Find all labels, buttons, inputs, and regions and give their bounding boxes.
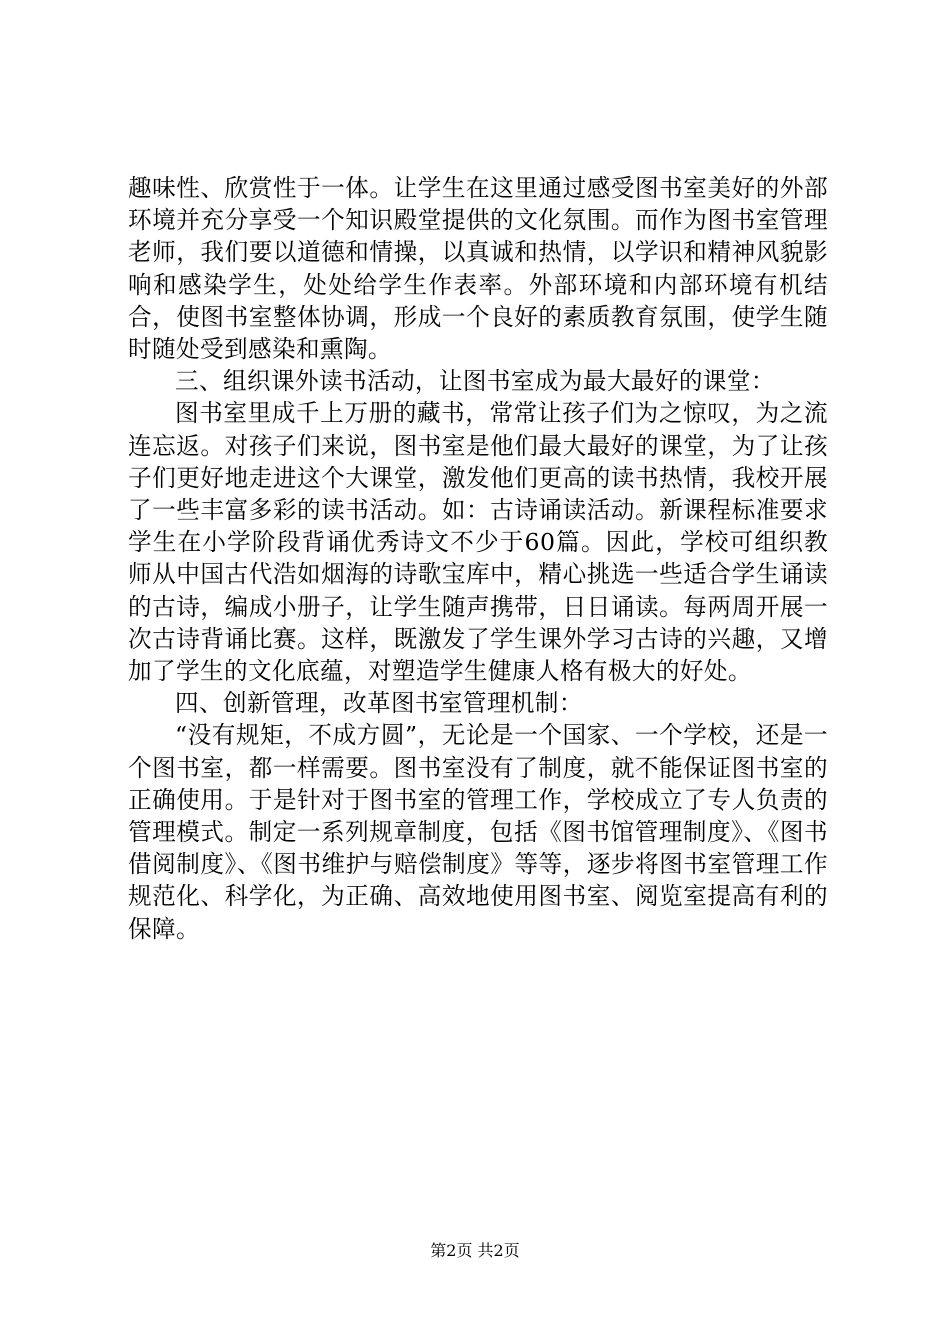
document-body — [128, 172, 828, 945]
paragraph-reading-activities: 图书室里成千上万册的藏书，常常让孩子们为之惊叹，为之流连忘返。对孩子们来说，图书室是他们最大最好的课堂，为了让孩子们更好地走进这个大课堂，激发他们更高的读书热情，我校开展了一些丰富多彩的读书活动。如：古诗诵读活动。新课程标准要求学生在小学阶段背诵优秀诗文不少于60篇。因此，学校可组织教师从中国古代浩如烟海的诗歌宝库中，精心挑选一些适合学生诵读的古诗，编成小册子，让学生随声携带，日日诵读。每两周开展一次古诗背诵比赛。这样，既激发了学生课外学习古诗的兴趣，又增加了学生的文化底蕴，对塑造学生健康人格有极大的好处。 — [128, 399, 828, 686]
section-heading-three: 三、组织课外读书活动，让图书室成为最大最好的课堂： — [175, 367, 775, 396]
paragraph-continuation: 趣味性、欣赏性于一体。让学生在这里通过感受图书室美好的外部环境并充分享受一个知识殿堂提供的文化氛围。而作为图书室管理老师，我们要以道德和情操，以真诚和热情，以学识和精神风貌影响和感染学生，处处给学生作表率。外部环境和内部环境有机结合，使图书室整体协调，形成一个良好的素质教育氛围，使学生随时随处受到感染和熏陶。 — [128, 174, 828, 364]
paragraph-management-rules: “没有规矩，不成方圆”，无论是一个国家、一个学校，还是一个图书室，都一样需要。图书室没有了制度，就不能保证图书室的正确使用。于是针对于图书室的管理工作，学校成立了专人负责的管理模式。制定一系列规章制度，包括《图书馆管理制度》、《图书借阅制度》、《图书维护与赔偿制度》等等，逐步将图书室管理工作规范化、科学化，为正确、高效地使用图书室、阅览室提高有利的保障。 — [128, 721, 828, 943]
section-heading-four: 四、创新管理，改革图书室管理机制： — [175, 689, 583, 718]
page-footer: 第2页 共2页 — [430, 1241, 520, 1260]
